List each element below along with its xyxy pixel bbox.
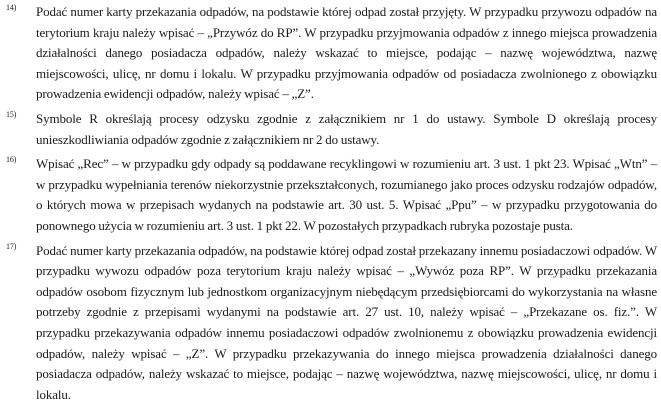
footnote-text: Wpisać „Rec” – w przypadku gdy odpady są poddawane recyklingowi w rozumieniu art. 3 ust. 1 pkt 23. Wpisać „Wtn” – w przypadku wypełniania terenów niekorzystnie przekształconych, rozumianego jako proces odzysku rodzajów odpadów, o których mowa w przepisach wydanych na podstawie art. 30 ust. 5. Wpisać „Ppu” – w przypadku przygotowania do ponownego użycia w rozumieniu art. 3 ust. 1 pkt 22. W pozostałych przypadkach rubryka pozostaje pusta.: [36, 156, 657, 233]
footnote-17: [0, 241, 661, 406]
footnote-number: 16): [6, 155, 17, 165]
footnote-15: [0, 109, 661, 150]
footnote-number: 15): [6, 109, 17, 119]
footnote-text: Podać numer karty przekazania odpadów, na podstawie której odpad został przekazany innemu posiadaczowi odpadów. W przypadku wywozu odpadów poza terytorium kraju należy wpisać – „Wywóz poza RP”. W przypadku przekazania odpadów osobom fizycznym lub jednostkom organizacyjnym niebędącym przedsiębiorcami do wykorzystania na własne potrzeby zgodnie z przepisami wydanymi na podstawie art. 27 ust. 10, należy wpisać – „Przekazane os. fiz.”. W przypadku przekazywania odpadów innemu posiadaczowi odpadów zwolnionemu z obowiązku prowadzenia ewidencji odpadów, należy wpisać – „Z”. W przypadku przekazywania do innego miejsca prowadzenia działalności danego posiadacza odpadów, należy wskazać to miejsce, podając – nazwę województwa, nazwę miejscowości, ulicę, nr domu i lokalu.: [36, 242, 657, 402]
footnote-16: [0, 154, 661, 236]
footnote-text: Podać numer karty przekazania odpadów, na podstawie której odpad został przyjęty. W przypadku przywozu odpadów na terytorium kraju należy wpisać – „Przywóz do RP”. W przypadku przyjmowania odpadów z innego miejsca prowadzenia działalności danego posiadacza odpadów, należy wskazać to miejsce, podając – nazwę województwa, nazwę miejscowości, ulicę, nr domu i lokalu. W przypadku przyjmowania odpadów od posiadacza zwolnionego z obowiązku prowadzenia ewidencji odpadów, należy wpisać – „Z”.: [36, 4, 657, 102]
footnote-number: 14): [6, 3, 17, 12]
footnote-number: 17): [6, 241, 17, 251]
footnote-14: [0, 2, 661, 105]
footnote-text: Symbole R określają procesy odzysku zgodnie z załącznikiem nr 1 do ustawy. Symbole D określają procesy unieszkodliwiania odpadów zgodnie z załącznikiem nr 2 do ustawy.: [36, 110, 657, 147]
